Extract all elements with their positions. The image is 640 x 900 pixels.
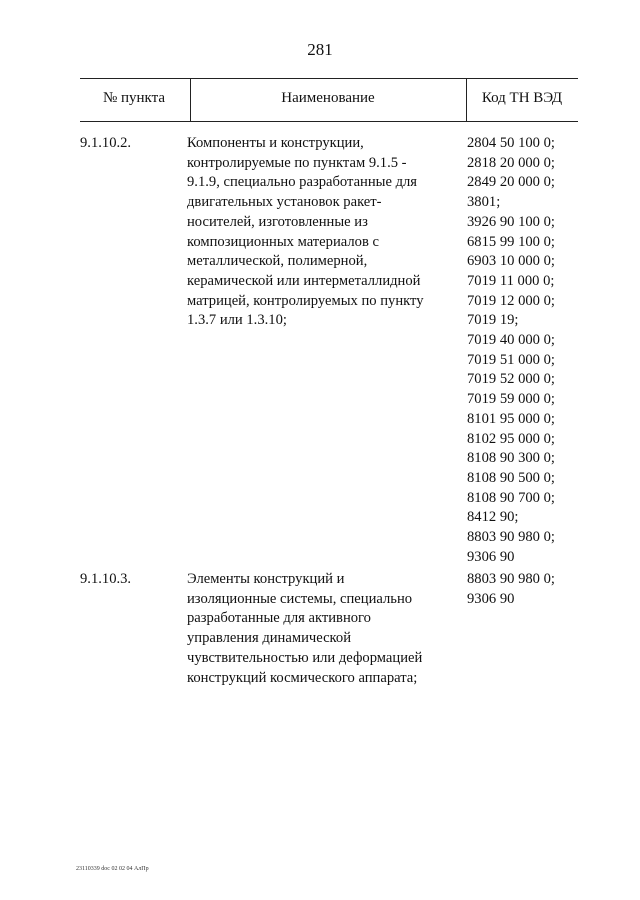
code-line: 7019 52 000 0; [467, 371, 555, 388]
header-name: Наименование [281, 90, 375, 106]
name-line: контролируемые по пунктам 9.1.5 - [187, 154, 407, 171]
name-line: керамической или интерметаллидной [187, 272, 421, 289]
name-line: носителей, изготовленные из [187, 213, 368, 230]
name-line: разработанные для активного [187, 610, 371, 627]
footer-code: 23110339 doc 02 02 04 АлПр [76, 866, 149, 872]
code-line: 8412 90; [467, 509, 519, 526]
entry-number: 9.1.10.3. [80, 571, 132, 587]
table-row [80, 570, 578, 700]
code-line: 2804 50 100 0; [467, 135, 555, 151]
code-line: 9306 90 [467, 590, 515, 607]
name-line: композиционных материалов с [187, 233, 379, 250]
code-line: 9306 90 [467, 548, 515, 565]
name-line: двигательных установок ракет- [187, 194, 382, 211]
entry-codes [467, 134, 579, 567]
page-number: 281 [307, 40, 333, 59]
code-line: 8803 90 980 0; [467, 571, 555, 587]
entry-codes [467, 570, 579, 609]
name-line: Компоненты и конструкции, [187, 135, 364, 151]
code-line: 7019 51 000 0; [467, 351, 555, 368]
code-line: 7019 59 000 0; [467, 391, 555, 408]
code-line: 3801; [467, 194, 501, 211]
code-line: 8102 95 000 0; [467, 430, 555, 447]
code-line: 8108 90 700 0; [467, 489, 555, 506]
code-line: 3926 90 100 0; [467, 213, 555, 230]
code-line: 2849 20 000 0; [467, 174, 555, 191]
code-line: 6903 10 000 0; [467, 253, 555, 270]
code-line: 8803 90 980 0; [467, 529, 555, 546]
header-number: № пункта [102, 90, 166, 106]
table-row [80, 134, 578, 574]
name-line: 1.3.7 или 1.3.10; [187, 312, 287, 329]
code-line: 7019 11 000 0; [467, 272, 555, 289]
entry-name [187, 134, 461, 331]
header-code: Код ТН ВЭД [481, 90, 563, 106]
name-line: металлической, полимерной, [187, 253, 368, 270]
table-header [80, 78, 578, 122]
code-line: 8101 95 000 0; [467, 410, 555, 427]
name-line: 9.1.9, специально разработанные для [187, 174, 418, 191]
name-line: конструкций космического аппарата; [187, 669, 418, 686]
name-line: чувствительностью или деформацией [187, 649, 423, 666]
entries [80, 134, 578, 686]
code-line: 6815 99 100 0; [467, 233, 555, 250]
header-row [80, 78, 578, 122]
code-line: 8108 90 500 0; [467, 469, 555, 486]
code-line: 2818 20 000 0; [467, 154, 555, 171]
code-line: 7019 19; [467, 312, 519, 329]
name-line: управления динамической [187, 630, 352, 647]
entry-name [187, 570, 461, 688]
name-line: Элементы конструкций и [187, 571, 345, 587]
code-line: 8108 90 300 0; [467, 450, 555, 467]
entry-number: 9.1.10.2. [80, 135, 132, 151]
code-line: 7019 12 000 0; [467, 292, 555, 309]
name-line: изоляционные системы, специально [187, 590, 413, 607]
name-line: матрицей, контролируемых по пункту [187, 292, 424, 309]
code-line: 7019 40 000 0; [467, 332, 555, 349]
